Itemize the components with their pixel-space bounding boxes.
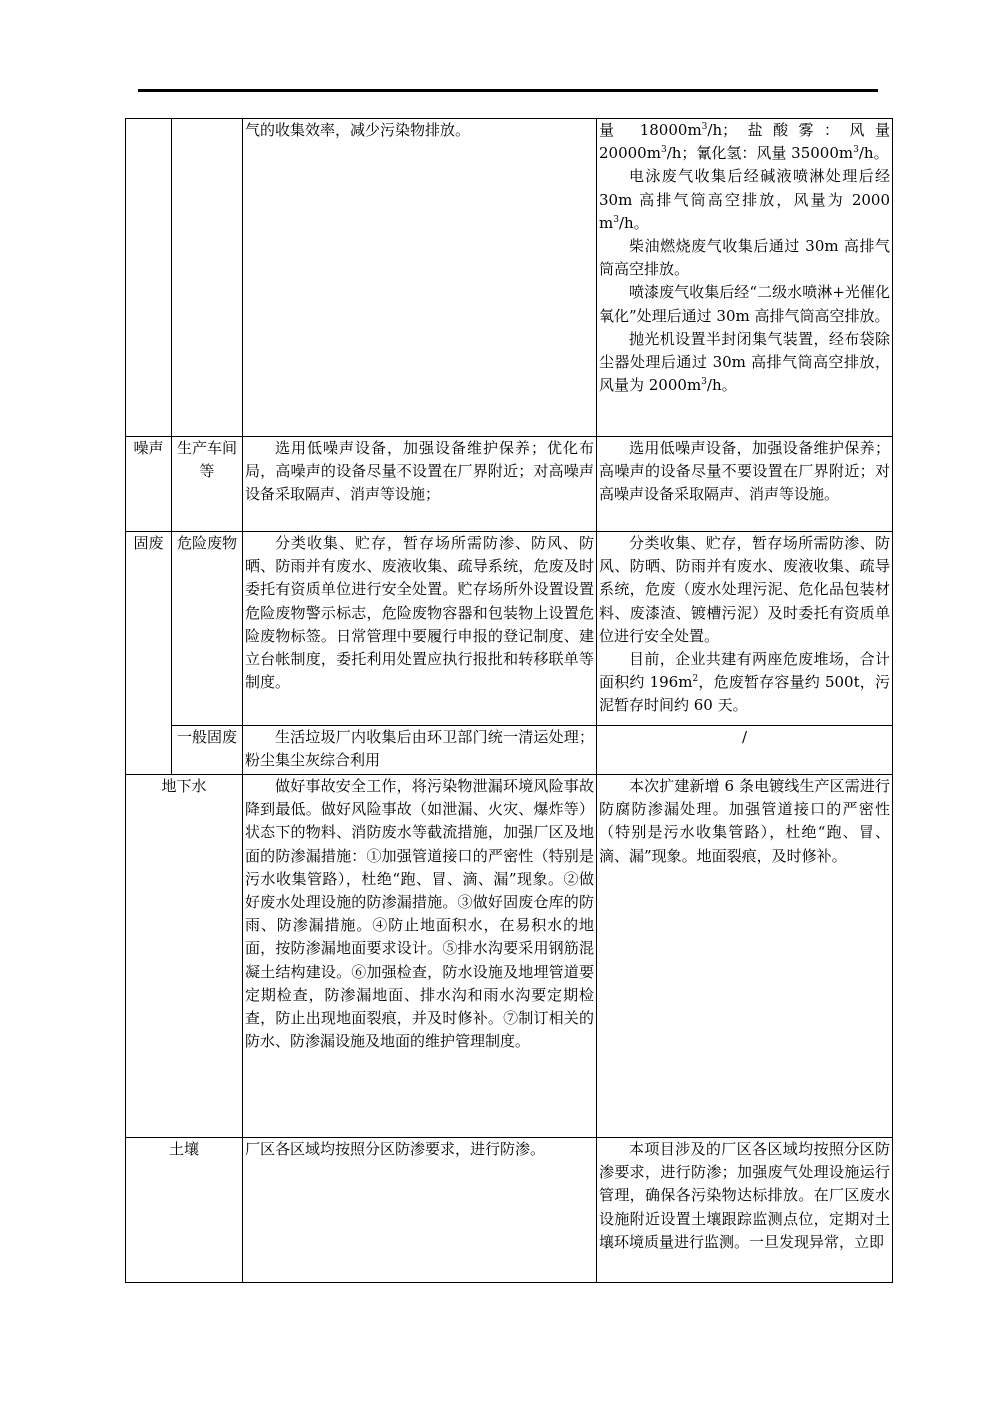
measure-text: 分类收集、贮存，暂存场所需防渗、防风、防晒、防雨并有废水、废液收集、疏导系统，危废及时委托有资质单位进行安全处置。贮存场所外设置设置危险废物警示标志，危险废物容器和包装物上设置危险废物标签。日常管理中要履行申报的登记制度、建立台帐制度，委托利用处置应执行报批和转移联单等制度。 xyxy=(245,534,594,692)
category-cell-empty xyxy=(126,119,172,437)
table-row-soil xyxy=(126,1138,893,1283)
measure-cell-groundwater xyxy=(243,775,597,1138)
category-cell-solid-waste: 固废 xyxy=(126,532,172,775)
actual-text-diesel: 柴油燃烧废气收集后通过 30m 高排气筒高空排放。 xyxy=(599,237,890,279)
measure-cell-hazardous xyxy=(243,532,597,726)
category-cell-groundwater: 地下水 xyxy=(126,775,243,1138)
measure-text: 选用低噪声设备，加强设备维护保养；优化布局，高噪声的设备尽量不设置在厂界附近；对高噪声设备采取隔声、消声等设施； xyxy=(245,439,594,504)
table-row-waste-gas xyxy=(126,119,893,437)
measure-text: 厂区各区域均按照分区防渗要求，进行防渗。 xyxy=(245,1140,546,1158)
measure-text: 生活垃圾厂内收集后由环卫部门统一清运处理；粉尘集尘灰综合利用 xyxy=(245,728,594,770)
sub-category-cell-noise: 生产车间等 xyxy=(172,437,243,532)
table-row-hazardous-waste xyxy=(126,532,893,726)
category-cell-soil: 土壤 xyxy=(126,1138,243,1283)
measure-cell-noise xyxy=(243,437,597,532)
actual-cell-soil xyxy=(597,1138,893,1283)
sub-category-cell-hazardous: 危险废物 xyxy=(172,532,243,726)
table-row-general-waste xyxy=(126,726,893,775)
sub-category-cell-empty xyxy=(172,119,243,437)
table-row-groundwater xyxy=(126,775,893,1138)
measure-cell-general xyxy=(243,726,597,775)
header-rule xyxy=(138,89,878,92)
measure-cell-waste-gas xyxy=(243,119,597,437)
actual-text: 本次扩建新增 6 条电镀线生产区需进行防腐防渗漏处理。加强管道接口的严密性（特别是污水收集管路），杜绝“跑、冒、滴、漏”现象。地面裂痕，及时修补。 xyxy=(599,777,890,865)
actual-text: 选用低噪声设备，加强设备维护保养；高噪声的设备尽量不要设置在厂界附近；对高噪声设备采取隔声、消声等设施。 xyxy=(599,439,890,504)
actual-cell-groundwater xyxy=(597,775,893,1138)
sub-category-cell-general: 一般固废 xyxy=(172,726,243,775)
actual-text-airflow: 量 $18000m^3/h$；盐酸雾：风量 $20000m^3/h$；氰化氢：风量 $35000m^3/h$。 xyxy=(599,121,890,163)
actual-text-disposal: 分类收集、贮存，暂存场所需防渗、防风、防晒、防雨并有废水、废液收集、疏导系统，危废（废水处理污泥、危化品包装材料、废漆渣、镀槽污泥）及时委托有资质单位进行安全处置。 xyxy=(599,534,890,645)
actual-cell-hazardous xyxy=(597,532,893,726)
actual-cell-noise xyxy=(597,437,893,532)
category-cell-noise: 噪声 xyxy=(126,437,172,532)
measure-text: 做好事故安全工作，将污染物泄漏环境风险事故降到最低。做好风险事故（如泄漏、火灾、爆炸等）状态下的物料、消防废水等截流措施，加强厂区及地面的防渗漏措施：①加强管道接口的严密性（特别是污水收集管路），杜绝“跑、冒、滴、漏”现象。②做好废水处理设施的防渗漏措施。③做好固废仓库的防雨、防渗漏措施。④防止地面积水，在易积水的地面，按防渗漏地面要求设计。⑤排水沟要采用钢筋混凝土结构建设。⑥加强检查，防水设施及地埋管道要定期检查，防渗漏地面、排水沟和雨水沟要定期检查，防止出现地面裂痕，并及时修补。⑦制订相关的防水、防渗漏设施及地面的维护管理制度。 xyxy=(245,777,594,1051)
measure-text: 气的收集效率，减少污染物排放。 xyxy=(245,121,471,139)
actual-text-storage: 目前，企业共建有两座危废堆场，合计面积约 $196m^2$，危废暂存容量约 500t，污泥暂存时间约 60 天。 xyxy=(599,650,891,715)
actual-cell-waste-gas xyxy=(597,119,893,437)
actual-text-electrophoresis: 电泳废气收集后经碱液喷淋处理后经 30m 高排气筒高空排放，风量为 2000 $m^3/h$。 xyxy=(599,167,890,232)
table-row-noise xyxy=(126,437,893,532)
actual-cell-general: / xyxy=(597,726,893,775)
actual-text-painting: 喷漆废气收集后经“二级水喷淋+光催化氧化”处理后通过 30m 高排气筒高空排放。 xyxy=(599,283,890,325)
environmental-measures-table xyxy=(125,118,893,1283)
measure-cell-soil xyxy=(243,1138,597,1283)
actual-text: 本项目涉及的厂区各区域均按照分区防渗要求，进行防渗；加强废气处理设施运行管理，确保各污染物达标排放。在厂区废水设施附近设置土壤跟踪监测点位，定期对土壤环境质量进行监测。一旦发现异常，立即 xyxy=(599,1140,890,1251)
actual-text-polishing: 抛光机设置半封闭集气装置，经布袋除尘器处理后通过 30m 高排气筒高空排放，风量为 $2000m^3/h$。 xyxy=(599,329,890,395)
